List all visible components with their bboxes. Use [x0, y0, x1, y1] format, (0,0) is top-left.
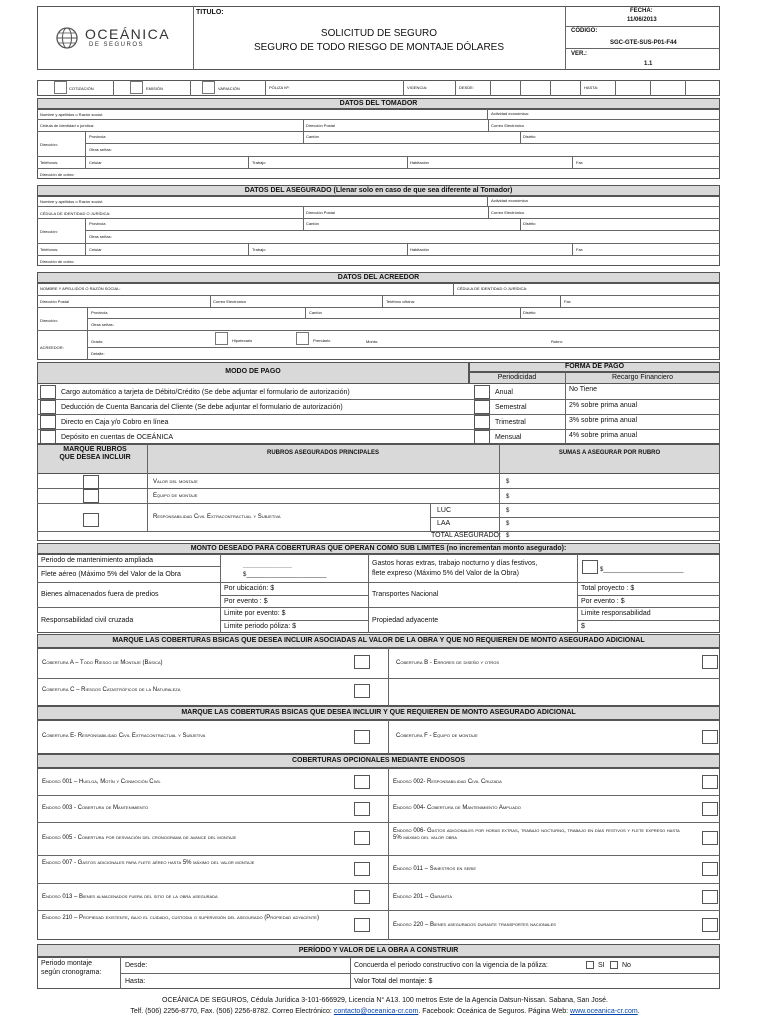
endoso-220-checkbox[interactable] [702, 918, 718, 932]
endoso-220-label: Endoso 220 – Bienes asegurados durante transportes nacionales [393, 922, 556, 928]
vigencia-label: VIGENCIA: [407, 85, 428, 90]
modo-deposito-label: Depósito en cuentas de OCEÁNICA [61, 434, 174, 441]
endoso-011-checkbox[interactable] [702, 862, 718, 876]
endoso-003-checkbox[interactable] [354, 802, 370, 816]
suma-laa-dollar: $ [506, 521, 510, 527]
periodo-anual-label: Anual [495, 389, 513, 396]
resp-cruzada-label: Responsabilidad civil cruzada [41, 617, 134, 624]
periodo-header: PERÍODO Y VALOR DE LA OBRA A CONSTRUIR [37, 944, 720, 957]
globe-icon [55, 26, 79, 50]
acreedor-header: DATOS DEL ACREEDOR [37, 272, 720, 283]
concuerda-si-label: SI [598, 962, 605, 969]
gastos-extras-checkbox[interactable] [582, 560, 598, 574]
periodo-hasta-label: Hasta: [125, 978, 146, 985]
asegurado-provincia-label: Provincia [89, 221, 106, 226]
tomador-provincia-label: Provincia [89, 134, 106, 139]
ver-label: VER.: [571, 51, 588, 57]
endoso-005-checkbox[interactable] [354, 831, 370, 845]
gastos-extras-label-1: Gastos horas extras, trabajo nocturno y días festivos, [372, 560, 538, 567]
footer-contact [0, 1008, 770, 1016]
tomador-correo-label: Correo Electrónico [491, 123, 525, 128]
footer-phone: Telf. (506) 2256-8770, Fax. (506) 2256-8782. Correo Electrónico: [130, 1008, 334, 1015]
rubro-equipo-checkbox[interactable] [83, 489, 99, 503]
cobertura-c-label: Cobertura C – Riesgos Catastróficos de la Naturaleza [42, 687, 181, 693]
limite-resp-dollar: $ [581, 623, 585, 630]
emision-checkbox[interactable] [130, 81, 143, 94]
tomador-otras-label: Otras señas: [89, 147, 112, 152]
limite-resp-label: Limite responsabilidad [581, 610, 651, 617]
modo-tarjeta-label: Cargo automático a tarjeta de Débito/Crédito (Se debe adjuntar el formulario de autorización) [61, 389, 350, 396]
limite-periodo-label: Limite periodo póliza: $ [224, 623, 296, 630]
tomador-trabajo-label: Trabajo [252, 160, 266, 165]
cobertura-f-checkbox[interactable] [702, 730, 718, 744]
acreedor-fax-label: Fax [564, 299, 571, 304]
endoso-004-label: Endoso 004- Cobertura de Mantenimiento Ampliado [393, 805, 521, 811]
modo-pago-header: MODO DE PAGO [225, 368, 281, 375]
periodo-ampliada-blank[interactable]: ______________________ [243, 563, 292, 568]
concuerda-no-checkbox[interactable] [610, 961, 618, 969]
rubro-equipo-label: Equipo de montaje [153, 493, 198, 499]
acreedor-direccion-label: Dirección: [40, 318, 58, 323]
company-logo [55, 24, 180, 52]
variacion-checkbox[interactable] [202, 81, 215, 94]
rubro-laa-label: LAA [437, 520, 451, 527]
suma-equipo-dollar: $ [506, 494, 510, 500]
por-evento-transporte-label: Por evento : $ [581, 598, 625, 605]
cobertura-c-checkbox[interactable] [354, 684, 370, 698]
asegurado-distrito-label: Distrito [523, 221, 536, 226]
recargo-mensual: 4% sobre prima anual [569, 432, 638, 439]
asegurado-dircobro-label: Dirección de cobro: [40, 259, 75, 264]
endoso-006-checkbox[interactable] [702, 831, 718, 845]
recargo-header: Recargo Financiero [611, 374, 674, 381]
tomador-dircobro-label: Dirección de cobro: [40, 172, 75, 177]
asegurado-actividad-label: Actividad económica [491, 198, 528, 203]
modo-deduccion-checkbox[interactable] [40, 400, 56, 414]
tomador-dirpostal-label: Dirección Postal [306, 123, 335, 128]
limite-evento-label: Limite por evento: $ [224, 610, 286, 617]
modo-caja-label: Directo en Caja y/o Cobro en línea [61, 419, 169, 426]
asegurado-header: DATOS DEL ASEGURADO (Llenar solo en caso de que sea diferente al Tomador) [37, 185, 720, 196]
tomador-direccion-label: Dirección: [40, 142, 58, 147]
acreedor-canton-label: Cantón [309, 310, 322, 315]
rubros-sumas-header: SUMAS A ASEGURAR POR RUBRO [558, 450, 661, 456]
asegurado-celular-label: Celular [89, 247, 102, 252]
suma-valor-dollar: $ [506, 479, 510, 485]
cobertura-e-checkbox[interactable] [354, 730, 370, 744]
endosos-header: COBERTURAS OPCIONALES MEDIANTE ENDOSOS [37, 754, 720, 768]
endoso-007-checkbox[interactable] [354, 862, 370, 876]
acreedor-dirpostal-label: Dirección Postal [40, 299, 69, 304]
tomador-header: DATOS DEL TOMADOR [37, 98, 720, 109]
cobertura-e-label: Cobertura E- Responsabilidad Civil Extracontractual y Subjetiva [42, 733, 206, 739]
endoso-210-label: Endoso 210 – Propiedad existente, bajo el cuidado, custodia o supervisión del asegurado (Propiedad adyacente) [42, 915, 319, 921]
cobertura-b-label: Cobertura B - Errores de diseño y otros [396, 660, 500, 666]
titulo-label: TITULO: [196, 9, 224, 16]
gastos-extras-label-2: flete expreso (Máximo 5% del Valor de la Obra) [372, 570, 519, 577]
form-title: SOLICITUD DE SEGURO [320, 28, 438, 39]
prendario-label: Prendario [313, 338, 331, 343]
tomador-celular-label: Celular [89, 160, 102, 165]
asegurado-dirpostal-label: Dirección Postal [306, 210, 335, 215]
valor-total-label: Valor Total del montaje: $ [354, 978, 433, 985]
asegurado-habitacion-label: Habitación [410, 247, 429, 252]
total-proyecto-label: Total proyecto : $ [581, 585, 635, 592]
flete-aereo-input[interactable]: $________________________ [243, 572, 327, 578]
asegurado-direccion-label: Dirección: [40, 229, 58, 234]
poliza-label: PÓLIZA Nº: [269, 85, 290, 90]
periodo-trimestral-checkbox[interactable] [474, 415, 490, 429]
total-asegurado-label: TOTAL ASEGURADO: [431, 532, 501, 539]
acreedor-nombre-label: NOMBRE Y APELLIDOS O RAZÓN SOCIAL: [40, 286, 121, 291]
bienes-almacenados-label: Bienes almacenados fuera de predios [41, 591, 159, 598]
acreedor-otras-label: Otras señas: [91, 322, 114, 327]
endoso-003-label: Endoso 003 - Cobertura de Mantenimiento [42, 805, 149, 811]
cobertura-b-checkbox[interactable] [702, 655, 718, 669]
periodo-mensual-checkbox[interactable] [474, 430, 490, 444]
hipotecario-checkbox[interactable] [215, 332, 228, 345]
gastos-extras-input[interactable]: $________________________ [600, 567, 684, 573]
cobertura-f-label: Cobertura F - Equipo de montaje [396, 733, 478, 739]
footer-social: . Facebook: Oceánica de Seguros. Página Web: [418, 1008, 571, 1015]
tomador-canton-label: Cantón [306, 134, 319, 139]
asegurado-correo-label: Correo Electrónico [491, 210, 525, 215]
adicional-header: MARQUE LAS COBERTURAS BSICAS QUE DESEA INCLUIR Y QUE REQUIEREN DE MONTO ASEGURADO ADICIONAL [37, 706, 720, 720]
tomador-distrito-label: Distrito [523, 134, 536, 139]
por-ubicacion-label: Por ubicación: $ [224, 585, 275, 592]
footer-email-link[interactable]: contacto@oceanica-cr.com [333, 1008, 419, 1015]
rubro-resp-label: Responsabilidad Civil Extracontractual y Subjetiva [153, 514, 281, 520]
fecha-label: FECHA: [630, 8, 653, 14]
acreedor-grado-label: Grado: [91, 339, 104, 344]
acreedor-tipo-label: ACREEDOR: [40, 345, 64, 350]
acreedor-monto-label: Monto: [366, 339, 379, 344]
suma-luc-dollar: $ [506, 508, 510, 514]
cotizacion-label: COTIZACIÓN [69, 86, 94, 91]
rubro-luc-label: LUC [437, 507, 452, 514]
periodo-semestral-checkbox[interactable] [474, 400, 490, 414]
asegurado-fax-label: Fax [576, 247, 583, 252]
concuerda-si-checkbox[interactable] [586, 961, 594, 969]
periodo-mensual-label: Mensual [495, 434, 522, 441]
endoso-210-checkbox[interactable] [354, 918, 370, 932]
hipotecario-label: Hipotecario [232, 338, 253, 343]
forma-pago-header: FORMA DE PAGO [564, 363, 625, 370]
asegurado-telefonos-label: Teléfonos: [40, 247, 59, 252]
modo-deposito-checkbox[interactable] [40, 430, 56, 444]
periodo-montaje-label: Periodo montaje según cronograma: [41, 960, 102, 976]
cotizacion-checkbox[interactable] [54, 81, 67, 94]
endoso-007-label: Endoso 007 - Gastos adicionales para flete aéreo hasta 5% máximo del valor montaje [42, 860, 255, 866]
por-evento-label: Por evento : $ [224, 598, 268, 605]
asegurado-cedula-label: CÉDULA DE IDENTIDAD O JURÍDICA: [40, 211, 111, 216]
cobertura-a-label: Cobertura A – Todo Riesgo de Montaje (Básica) [42, 660, 163, 666]
periodicidad-header: Periodicidad [497, 374, 537, 381]
form-subtitle: SEGURO DE TODO RIESGO DE MONTAJE DÓLARES [253, 42, 505, 53]
endoso-002-label: Endoso 002- Responsabilidad Civil Cruzada [393, 779, 502, 785]
periodo-desde-label: Desde: [125, 962, 148, 969]
endoso-005-label: Endoso 005 - Cobertura por desviación del cronograma de avance del montaje [42, 835, 237, 841]
footer-web-link[interactable]: www.oceanica-cr.com [570, 1008, 638, 1015]
footer-address: OCEÁNICA DE SEGUROS, Cédula Jurídica 3-101-666929, Licencia N° A13. 100 metros Este de la Agencia Datsun-Nissan. Sabana, San José. [162, 997, 608, 1004]
periodo-trimestral-label: Trimestral [495, 419, 526, 426]
asegurado-trabajo-label: Trabajo [252, 247, 266, 252]
desde-label: DESDE: [459, 85, 474, 90]
prendario-checkbox[interactable] [296, 332, 309, 345]
acreedor-telefono-label: Teléfono oficina: [386, 299, 415, 304]
rubros-marque-header: MARQUE RUBROS QUE DESEA INCLUIR [59, 446, 131, 461]
asegurado-canton-label: Cantón [306, 221, 319, 226]
logo-subtext: DE SEGUROS [89, 42, 145, 48]
basicas-header: MARQUE LAS COBERTURAS BSICAS QUE DESEA INCLUIR ASOCIADAS AL VALOR DE LA OBRA Y QUE NO REQUIEREN DE MONTO ASEGURADO ADICIONAL [37, 634, 720, 648]
rubro-valor-checkbox[interactable] [83, 475, 99, 489]
hasta-label: HASTA: [584, 85, 599, 90]
concuerda-label: Concuerda el periodo constructivo con la vigencia de la póliza: [354, 962, 548, 969]
sublimites-header: MONTO DESEADO PARA COBERTURAS QUE OPERAN COMO SUB LIMITES (no incrementan monto asegurado): [37, 543, 720, 554]
endoso-011-label: Endoso 011 – Siniestros en serie [393, 866, 477, 872]
suma-total-dollar: $ [506, 533, 510, 539]
acreedor-rubro-label: Rubro: [551, 339, 564, 344]
emision-label: EMISIÓN [146, 86, 163, 91]
ver-value: 1.1 [644, 61, 653, 67]
tomador-telefonos-label: Teléfonos: [40, 160, 59, 165]
rubro-valor-label: Valor del montaje [153, 479, 198, 485]
endoso-201-label: Endoso 201 – Garantía [393, 894, 453, 900]
endoso-002-checkbox[interactable] [702, 775, 718, 789]
endoso-201-checkbox[interactable] [702, 890, 718, 904]
acreedor-cedula-label: CÉDULA DE IDENTIDAD O JURÍDICA: [457, 286, 528, 291]
modo-caja-checkbox[interactable] [40, 415, 56, 429]
modo-deduccion-label: Deducción de Cuenta Bancaria del Cliente (Se debe adjuntar el formulario de autorización) [61, 404, 343, 411]
codigo-value: SGC-GTE-SUS-P01-F44 [610, 40, 677, 46]
periodo-ampliada-label: Periodo de mantenimiento ampliada [41, 557, 154, 564]
acreedor-distrito-label: Distrito [523, 310, 536, 315]
footer-end: . [637, 1008, 640, 1015]
periodo-anual-checkbox[interactable] [474, 385, 490, 399]
tomador-cedula-label: Cédula de identidad o jurídica: [40, 123, 95, 128]
flete-aereo-label: Flete aéreo (Máximo 5% del Valor de la Obra [41, 571, 181, 578]
endoso-001-label: Endoso 001 – Huelga, Motín y Conmoción Civil [42, 779, 161, 785]
acreedor-correo-label: Correo Electrónico [213, 299, 247, 304]
acreedor-detalle-label: Detalle: [91, 351, 105, 356]
tomador-fax-label: Fax [576, 160, 583, 165]
modo-tarjeta-checkbox[interactable] [40, 385, 56, 399]
cobertura-a-checkbox[interactable] [354, 655, 370, 669]
transportes-nacional-label: Transportes Nacional [372, 591, 439, 598]
asegurado-otras-label: Otras señas: [89, 234, 112, 239]
tomador-habitacion-label: Habitación [410, 160, 429, 165]
endoso-004-checkbox[interactable] [702, 802, 718, 816]
rubros-principales-header: RUBROS ASEGURADOS PRINCIPALES [266, 450, 379, 456]
periodo-semestral-label: Semestral [495, 404, 527, 411]
recargo-anual: No Tiene [569, 386, 598, 393]
endoso-013-label: Endoso 013 – Bienes almacenados fuera del sitio de la obra asegurada [42, 894, 218, 900]
rubro-resp-checkbox[interactable] [83, 513, 99, 527]
recargo-semestral: 2% sobre prima anual [569, 402, 638, 409]
tomador-nombre-label: Nombre y apellidos o Razón social: [40, 112, 103, 117]
logo-text: OCEÁNICA [85, 26, 171, 42]
recargo-trimestral: 3% sobre prima anual [569, 417, 638, 424]
variacion-label: VARIACIÓN [218, 86, 240, 91]
acreedor-provincia-label: Provincia [91, 310, 108, 315]
endoso-001-checkbox[interactable] [354, 775, 370, 789]
asegurado-nombre-label: Nombre y apellidos o Razón social: [40, 199, 103, 204]
endoso-013-checkbox[interactable] [354, 890, 370, 904]
concuerda-no-label: No [622, 962, 631, 969]
tomador-actividad-label: Actividad económica: [491, 111, 529, 116]
propiedad-adyacente-label: Propiedad adyacente [372, 617, 439, 624]
fecha-value: 11/06/2013 [627, 17, 657, 23]
endoso-006-label: Endoso 006- Gastos adicionales por horas extras, trabajo nocturno, trabajo en días festivos y flete expreso hasta 5% máximo del valor obra [393, 828, 680, 841]
codigo-label: CÓDIGO: [571, 28, 598, 34]
